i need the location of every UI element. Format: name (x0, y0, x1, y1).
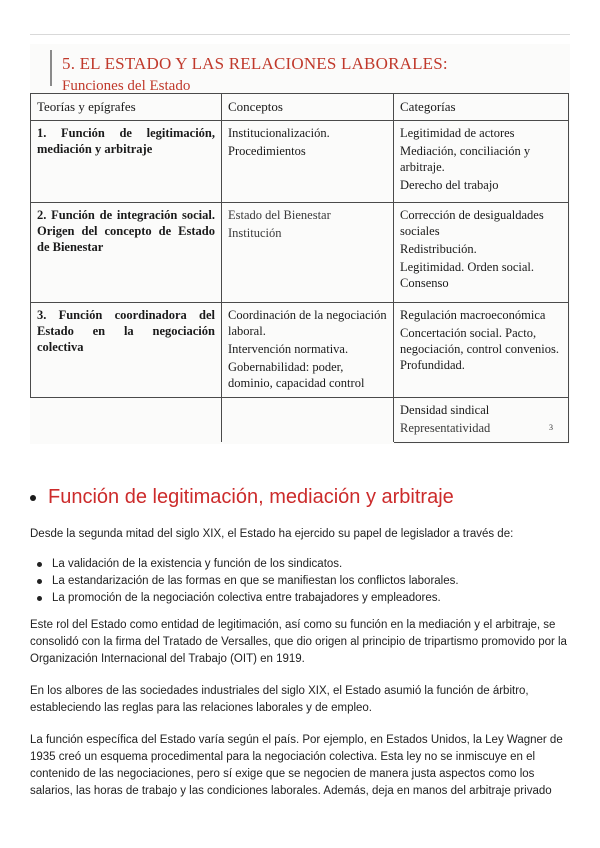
theme-cell: 2. Función de integración social. Origen del concepto de Estado de Bienestar (31, 203, 222, 303)
table-header-row (31, 94, 569, 121)
category-item: Derecho del trabajo (400, 178, 499, 192)
paragraph-wagner-act: La función específica del Estado varía según el país. Por ejemplo, en Estados Unidos, la Ley Wagner de 1935 creó un esquema procedimental para la negociación colectiva. Esta ley no se inmiscuye en el contenido de las negociaciones, pero sí exige que se negocien de manera justa aspectos como los salarios, las horas de trabajo y las condiciones laborales. Además, deja en manos del arbitraje privado (30, 734, 563, 797)
header-categories: Categorías (394, 94, 569, 121)
category-item: Densidad sindical (400, 403, 490, 417)
concept-item: Intervención normativa. (228, 342, 349, 356)
theme-cell: 3. Función coordinadora del Estado en la negociación colectiva (31, 303, 222, 398)
category-item: Mediación, conciliación y arbitraje. (400, 144, 531, 174)
category-item: Concertación social. Pacto, negociación, control convenios. Profundidad. (400, 326, 559, 372)
category-item: Corrección de desigualdades sociales (400, 208, 544, 238)
theme-cell (31, 398, 222, 443)
categories-cell (394, 203, 569, 303)
paragraph-versailles: Este rol del Estado como entidad de legitimación, así como su función en la mediación y el arbitraje, se consolidó con la firma del Tratado de Versalles, que dio origen al principio de tripartismo promovido por la Organización Internacional del Trabajo (OIT) en 1919. (30, 619, 567, 665)
list-item: La estandarización de las formas en que se manifiestan los conflictos laborales. (30, 573, 459, 590)
categories-cell (394, 398, 569, 443)
category-item: Redistribución. (400, 242, 477, 256)
theme-cell: 1. Función de legitimación, mediación y arbitraje (31, 121, 222, 203)
header-concepts: Conceptos (222, 94, 394, 121)
list-item: La promoción de la negociación colectiva entre trabajadores y empleadores. (30, 590, 459, 607)
top-divider (30, 34, 570, 35)
concept-item: Institución (228, 226, 282, 240)
categories-cell (394, 303, 569, 398)
paragraph-arbiter: En los albores de las sociedades industriales del siglo XIX, el Estado asumió la función de árbitro, estableciendo las reglas para las relaciones laborales y de empleo. (30, 685, 529, 714)
category-item: Representatividad (400, 421, 491, 435)
category-item: Legitimidad de actores (400, 126, 515, 140)
concept-item: Gobernabilidad: poder, dominio, capacidad control (228, 360, 365, 390)
categories-cell (394, 121, 569, 203)
category-item: Regulación macroeconómica (400, 308, 546, 322)
section-heading-text: Función de legitimación, mediación y arbitraje (48, 486, 454, 508)
concepts-cell (222, 121, 394, 203)
concepts-cell (222, 203, 394, 303)
concepts-cell (222, 398, 394, 443)
concept-item: Institucionalización. (228, 126, 330, 140)
table-row (31, 303, 569, 398)
bullet-dot-icon (30, 495, 36, 501)
document-subtitle: Funciones del Estado (62, 78, 191, 94)
concept-item: Procedimientos (228, 144, 306, 158)
concepts-cell (222, 303, 394, 398)
legislator-actions-list (30, 556, 459, 607)
category-item: Legitimidad. Orden social. Consenso (400, 260, 534, 290)
table-row (31, 121, 569, 203)
header-theories: Teorías y epígrafes (31, 94, 222, 121)
table-row (31, 203, 569, 303)
functions-table (30, 93, 569, 443)
page-number: 3 (549, 423, 553, 432)
list-item: La validación de la existencia y función de los sindicatos. (30, 556, 459, 573)
concept-item: Estado del Bienestar (228, 208, 331, 222)
section-heading (30, 486, 454, 509)
title-accent-bar (50, 50, 52, 86)
section-intro: Desde la segunda mitad del siglo XIX, el Estado ha ejercido su papel de legislador a través de: (30, 528, 514, 540)
document-title: 5. EL ESTADO Y LAS RELACIONES LABORALES: (62, 54, 448, 73)
concept-item: Coordinación de la negociación laboral. (228, 308, 387, 338)
table-row (31, 398, 569, 443)
